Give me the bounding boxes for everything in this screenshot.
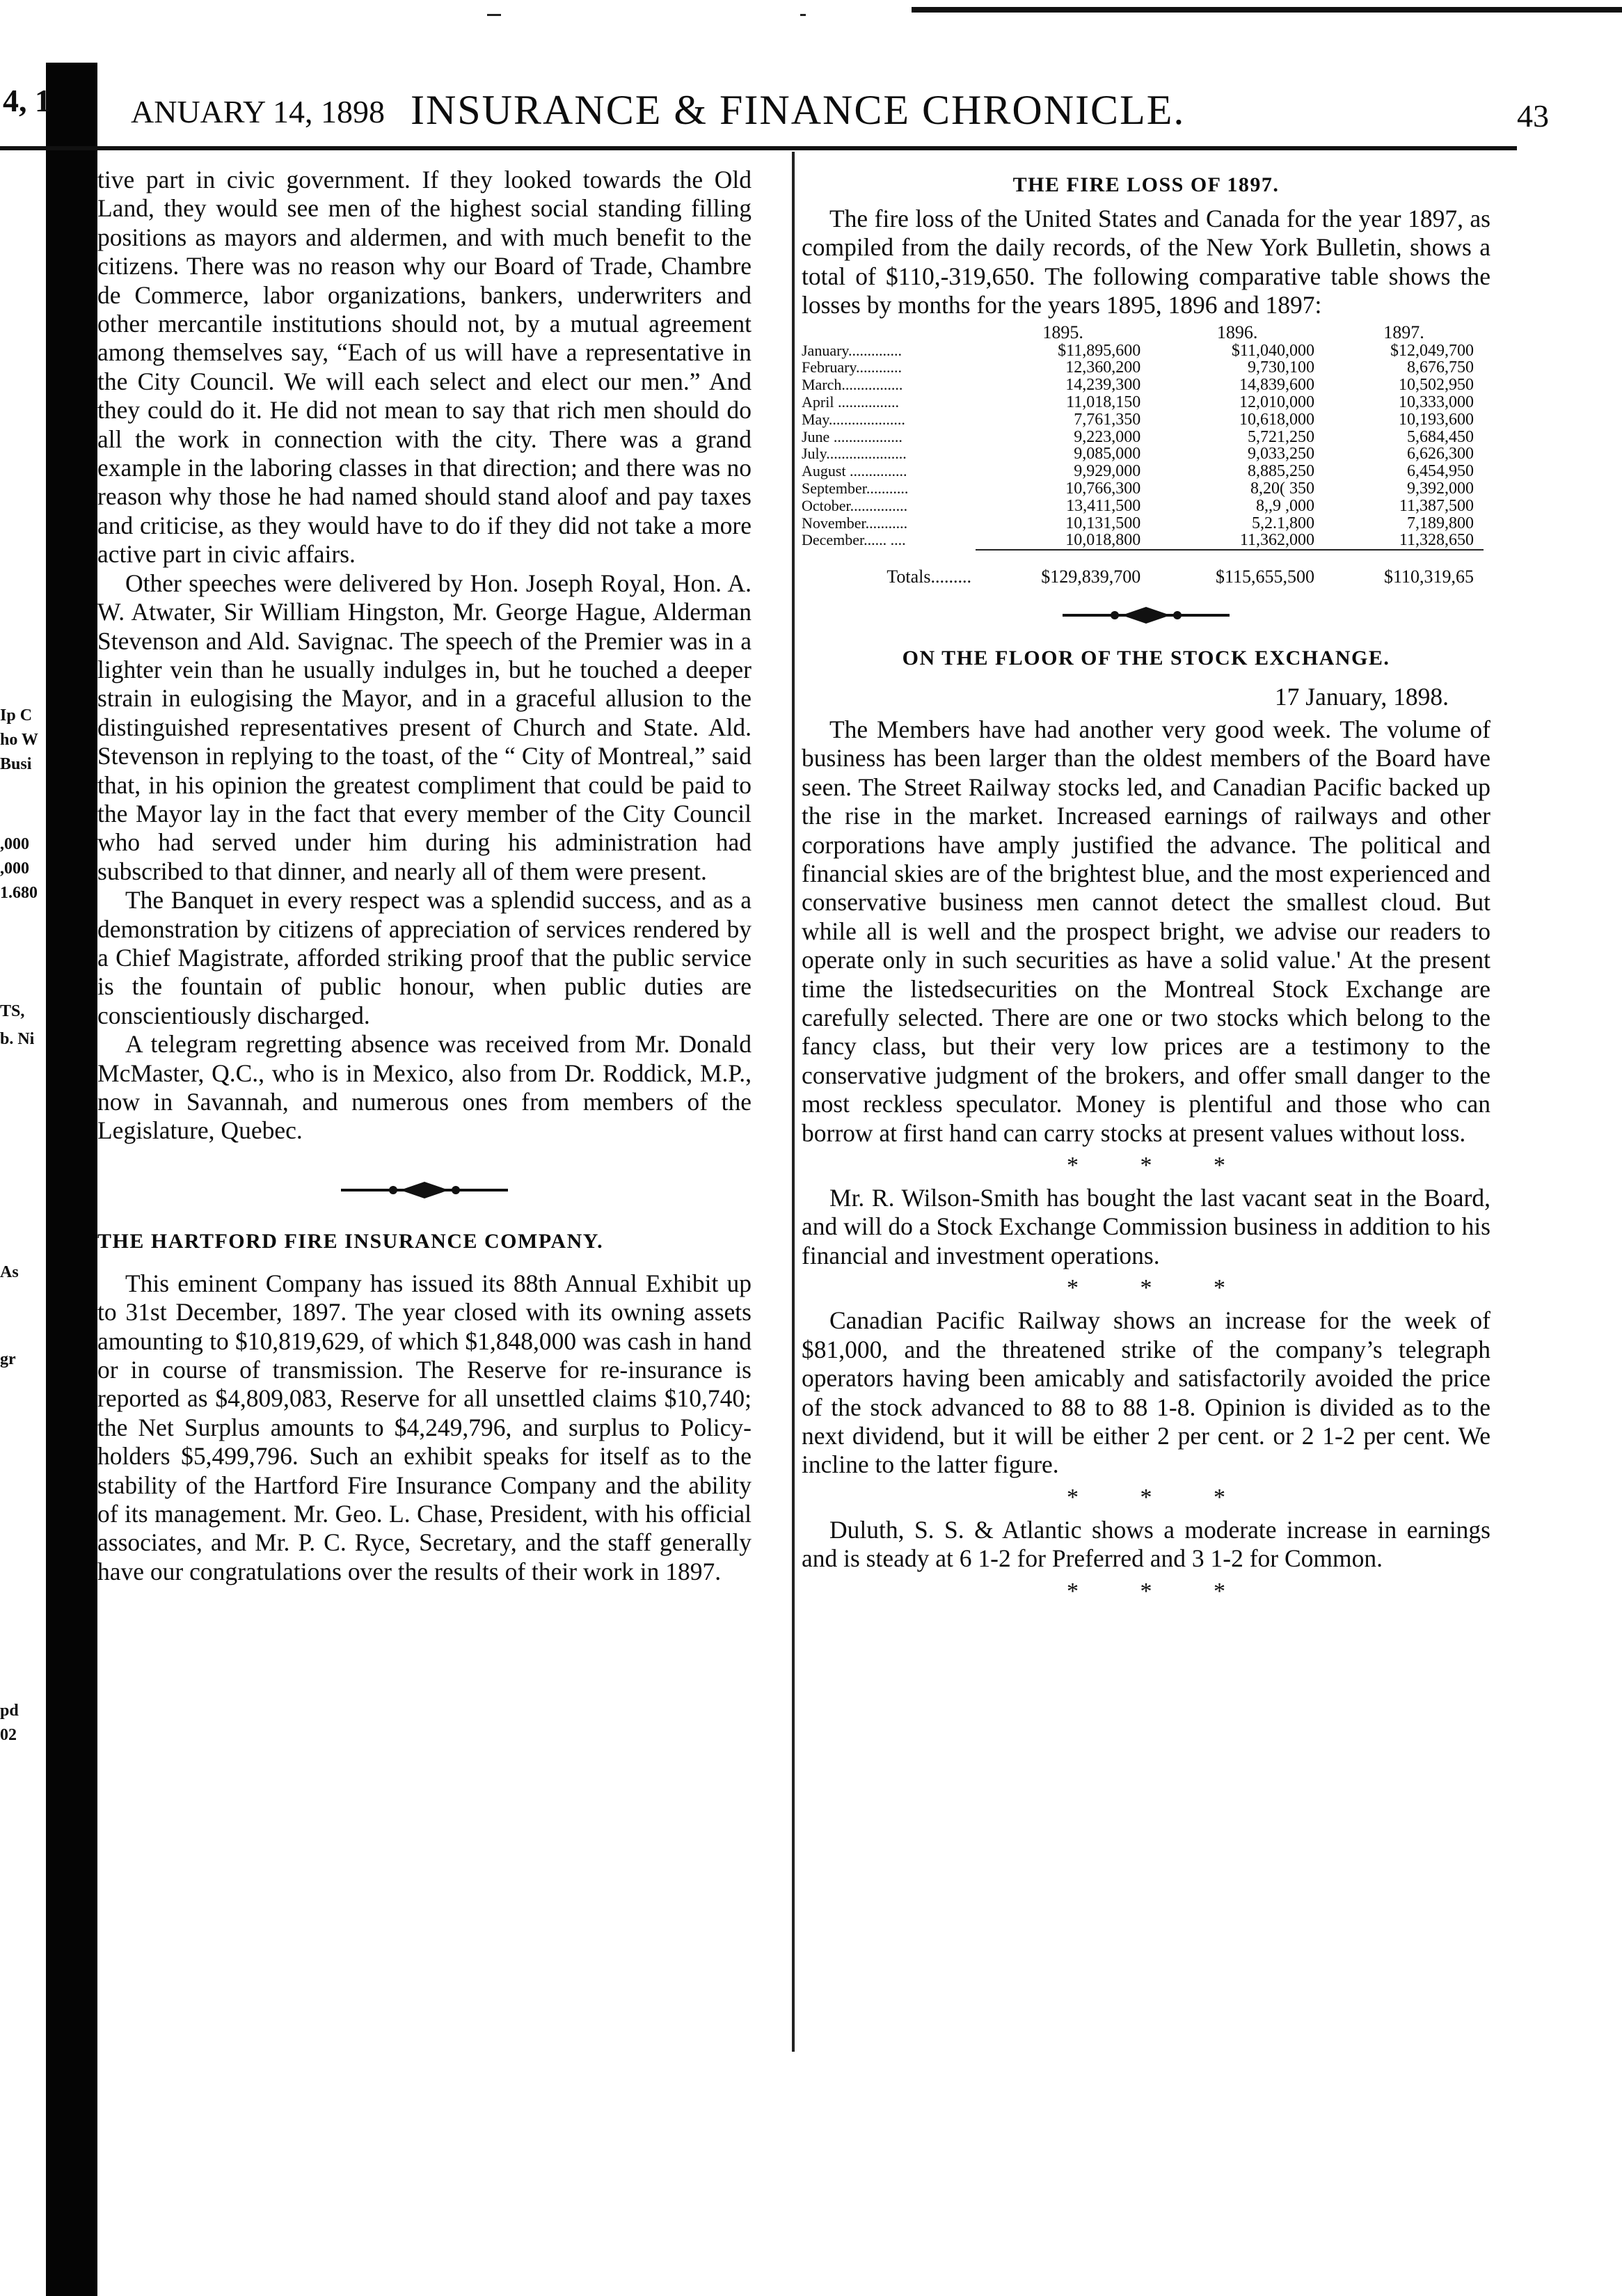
month-cell: May.................... (802, 410, 905, 428)
value-cell: 10,333,000 (1399, 393, 1474, 412)
month-cell: September........... (802, 480, 909, 497)
duluth-paragraph: Duluth, S. S. & Atlantic shows a moderate increase in earnings and is steady at 6 1-2 for Preferred and 3 1-2 for Common. (802, 1515, 1490, 1573)
fire-loss-table (802, 323, 1484, 586)
margin-fragment: 02 (0, 1726, 17, 1744)
margin-fragment: 1.680 (0, 884, 38, 902)
top-speck (487, 14, 501, 16)
left-margin-fragments (0, 0, 46, 2296)
value-cell: 11,362,000 (1239, 531, 1315, 550)
value-cell: 9,033,250 (1248, 445, 1315, 464)
value-cell: 8,,9 ,000 (1256, 496, 1315, 515)
column-header: 1896. (1216, 322, 1258, 342)
value-cell: 10,018,800 (1065, 531, 1141, 550)
value-cell: 9,085,000 (1074, 445, 1141, 464)
value-cell: 11,018,150 (1066, 393, 1141, 412)
value-cell: 10,131,500 (1065, 514, 1141, 532)
hartford-paragraph: This eminent Company has issued its 88th Annual Exhibit up to 31st December, 1897. The year closed with its owning assets amounting to $10,819,629, of which $1,848,000 was cash in hand or in course of transmission. The Reserve for re-insurance is reported as $4,809,083, Reserve for all unsettled claims $10,740; the Net Surplus amounts to $4,249,796, and surplus to Policy-holders $5,499,796. Such an exhibit speaks for itself as to the stability of the Hartford Fire Insurance Company and the ability of its management. Mr. Geo. L. Chase, President, with his official associates, and Mr. P. C. Ryce, Secretary, and the staff generally have our congratulations over the results of their work in 1897. (97, 1269, 752, 1585)
month-cell: April ................ (802, 393, 899, 411)
previous-page-fragment: 4, 1 (3, 83, 51, 118)
table-row (802, 498, 1484, 515)
table-row (802, 342, 1484, 360)
value-cell: 9,929,000 (1074, 462, 1141, 481)
month-cell: December...... .... (802, 531, 906, 549)
table-row (802, 411, 1484, 429)
table-row (802, 394, 1484, 411)
month-cell: November........... (802, 514, 908, 532)
total-cell: $129,839,700 (1041, 567, 1141, 587)
column-divider (792, 152, 795, 2052)
top-edge-rule (912, 7, 1622, 13)
value-cell: 6,454,950 (1407, 462, 1474, 481)
section-separator: * * * (1067, 1484, 1253, 1510)
wilson-smith-paragraph: Mr. R. Wilson-Smith has bought the last vacant seat in the Board, and will do a Stock Exchange Commission business in addition to his financial and investment operations. (802, 1184, 1490, 1269)
canadian-pacific-paragraph: Canadian Pacific Railway shows an increase for the week of $81,000, and the threatened strike of the company’s telegraph operators having been amicably and satisfactorily avoided the price of the stock advanced to 88 to 88 1-8. Opinion is divided as to the next dividend, but it will be either 2 per cent. or 2 1-2 per cent. We incline to the latter figure. (802, 1306, 1490, 1479)
value-cell: 5,2.1,800 (1252, 514, 1315, 532)
fire-loss-heading: THE FIRE LOSS OF 1897. (1012, 173, 1280, 196)
margin-fragment: gr (0, 1350, 16, 1368)
publication-title: INSURANCE & FINANCE CHRONICLE. (411, 87, 1186, 133)
month-cell: January.............. (802, 341, 902, 359)
left-column (97, 166, 752, 1586)
column-header: 1895. (1042, 322, 1083, 342)
table-row (802, 515, 1484, 532)
margin-fragment: pd (0, 1702, 19, 1720)
value-cell: $11,895,600 (1058, 341, 1141, 360)
page-header (97, 84, 1549, 146)
totals-label: Totals......... (886, 567, 971, 587)
value-cell: 14,839,600 (1239, 376, 1315, 395)
civic-paragraph: tive part in civic government. If they looked towards the Old Land, they would see men of the highest social standing filling positions as mayors and aldermen, and with much benefit to the citizens. There was no reason why our Board of Trade, Chambre de Commerce, labor organizations, bankers, underwriters and other mercantile institutions should not, by a mutual agreement among themselves say, “Each of us will have a representative in the City Council. We will each select and elect our men.” And they could do it. He did not mean to say that rich men should do all the work in connection with the city. There was a grand example in the laboring classes in that direction; and there was no reason why those he had named should stand aloof and pay taxes and criticise, as they would have to do if they did not take a more active part in civic affairs. (97, 166, 752, 569)
banquet-paragraph: The Banquet in every respect was a splendid success, and as a demonstration by citizens of appreciation of services rendered by a Chief Magistrate, afforded striking proof that the public service is the fountain of public honour, when public duties are conscientiously discharged. (97, 886, 752, 1029)
margin-fragment: TS, (0, 1002, 25, 1020)
margin-fragment: As (0, 1263, 19, 1281)
value-cell: 14,239,300 (1065, 376, 1141, 395)
column-header: 1897. (1383, 322, 1424, 342)
value-cell: $11,040,000 (1231, 341, 1315, 360)
value-cell: 6,626,300 (1407, 445, 1474, 464)
value-cell: 11,328,650 (1399, 531, 1474, 550)
top-speck (800, 14, 806, 16)
page-number: 43 (1517, 98, 1549, 134)
telegram-paragraph: A telegram regretting absence was received from Mr. Donald McMaster, Q.C., who is in Mexico, also from Dr. Roddick, M.P., now in Savannah, and numerous ones from members of the Legislature, Quebec. (97, 1030, 752, 1145)
table-row (802, 463, 1484, 480)
table-row (802, 445, 1484, 463)
month-cell: October............... (802, 496, 908, 514)
value-cell: 13,411,500 (1066, 496, 1141, 515)
value-cell: 12,010,000 (1239, 393, 1315, 412)
month-cell: July..................... (802, 445, 907, 463)
value-cell: 12,360,200 (1065, 358, 1141, 377)
stock-exchange-heading: ON THE FLOOR OF THE STOCK EXCHANGE. (902, 646, 1390, 670)
month-cell: March................ (802, 376, 903, 394)
stock-exchange-paragraph: The Members have had another very good week. The volume of business has been larger than the oldest members of the Board have seen. The Street Railway stocks led, and Canadian Pacific backed up the rise in the market. Increased earnings of railways and other corporations have amply justified the advance. The political and financial skies are of the brightest blue, and the most experienced and conservative business men cannot detect the smallest cloud. But while all is well and the prospect bright, we advise our readers to operate only in such securities as have a solid value.' At the present time the listedsecurities on the Montreal Stock Exchange are carefully selected. There are one or two stocks which belong to the fancy class, but their very low prices are a testimony to the conservative judgment of the brokers, and offer small danger to the most reckless speculator. Money is plentiful and those who can borrow at first hand can carry stocks at present values without loss. (802, 715, 1490, 1147)
total-cell: $115,655,500 (1215, 567, 1315, 587)
margin-fragment: b. Ni (0, 1030, 35, 1048)
value-cell: 9,392,000 (1407, 480, 1474, 498)
stock-exchange-date: 17 January, 1898. (1274, 682, 1449, 711)
value-cell: 5,684,450 (1407, 427, 1474, 446)
table-row (802, 532, 1484, 549)
margin-fragment: Ip C (0, 706, 33, 725)
margin-fragment: ,000 (0, 860, 29, 878)
fire-loss-paragraph: The fire loss of the United States and Canada for the year 1897, as compiled from the daily records, of the New York Bulletin, shows a total of $110,-319,650. The following comparative table shows the losses by months for the years 1895, 1896 and 1897: (802, 205, 1490, 319)
month-cell: February............ (802, 358, 902, 377)
month-cell: August ............... (802, 462, 907, 480)
value-cell: 8,885,250 (1248, 462, 1315, 481)
totals-row (802, 551, 1484, 586)
value-cell: 10,193,600 (1399, 410, 1474, 429)
value-cell: 7,761,350 (1074, 410, 1141, 429)
section-separator: * * * (1067, 1578, 1253, 1604)
section-separator: * * * (1067, 1275, 1253, 1301)
value-cell: 9,730,100 (1248, 358, 1315, 377)
hartford-heading: THE HARTFORD FIRE INSURANCE COMPANY. (97, 1229, 604, 1253)
speeches-paragraph: Other speeches were delivered by Hon. Joseph Royal, Hon. A. W. Atwater, Sir William Hingston, Mr. George Hague, Alderman Stevenson and Ald. Savignac. The speech of the Premier was in a lighter vein than he usually indulges in, but he touched a deeper strain in eulogising the Mayor, and in a graceful allusion to the distinguished representatives present of Church and State. Ald. Stevenson in replying to the toast, of the “ City of Montreal,” said that, in his opinion the greatest compliment that could be paid to the Mayor lay in the fact that every member of the City Council who had served under him during his administration had subscribed to that dinner, and nearly all of them were present. (97, 569, 752, 885)
header-rule (0, 146, 1517, 150)
margin-fragment: ho W (0, 731, 38, 749)
scan-binding-shadow (46, 63, 97, 2296)
ornament-divider-icon (1056, 601, 1237, 629)
value-cell: 11,387,500 (1399, 496, 1474, 515)
value-cell: 5,721,250 (1248, 427, 1315, 446)
table-row (802, 377, 1484, 394)
margin-fragment: Busi (0, 755, 32, 773)
value-cell: 7,189,800 (1407, 514, 1474, 532)
total-cell: $110,319,65 (1383, 567, 1474, 587)
value-cell: 10,766,300 (1065, 480, 1141, 498)
value-cell: $12,049,700 (1390, 341, 1474, 360)
table-row (802, 359, 1484, 377)
value-cell: 10,618,000 (1239, 410, 1315, 429)
issue-date: ANUARY 14, 1898 (131, 94, 385, 129)
ornament-divider-icon (334, 1176, 515, 1204)
right-column (802, 166, 1490, 1610)
value-cell: 9,223,000 (1074, 427, 1141, 446)
table-row (802, 480, 1484, 498)
value-cell: 10,502,950 (1399, 376, 1474, 395)
table-row (802, 429, 1484, 446)
value-cell: 8,676,750 (1407, 358, 1474, 377)
month-cell: June .................. (802, 427, 903, 445)
margin-fragment: ,000 (0, 835, 29, 853)
value-cell: 8,20( 350 (1250, 480, 1315, 498)
section-separator: * * * (1067, 1153, 1253, 1179)
